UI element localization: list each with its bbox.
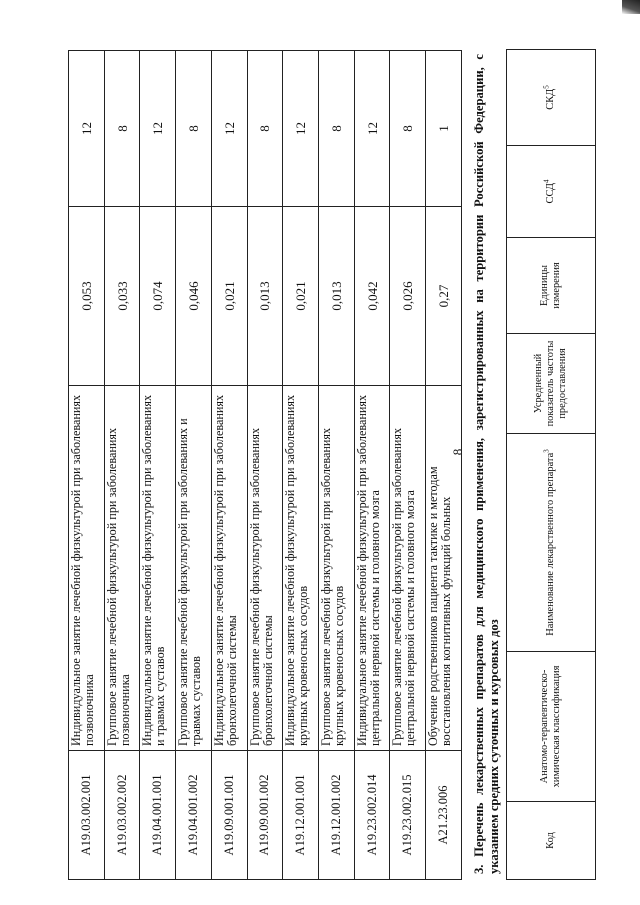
mult-cell: 8 xyxy=(390,51,426,207)
service-code-cell: A19.09.001.002 xyxy=(247,751,283,880)
table-row xyxy=(69,51,105,880)
header-ssd-footnote: 4 xyxy=(542,179,551,184)
mult-cell: 1 xyxy=(426,51,462,207)
service-code-cell: A19.23.002.015 xyxy=(390,751,426,880)
header-ssd xyxy=(507,146,596,238)
table-row xyxy=(104,51,140,880)
freq-cell: 0,021 xyxy=(283,207,319,386)
freq-cell: 0,033 xyxy=(104,207,140,386)
table-row xyxy=(354,51,390,880)
table-row xyxy=(247,51,283,880)
service-name-cell: Групповое занятие лечебной физкультурой при заболеваниях и травмах суставов xyxy=(176,386,212,751)
mult-cell: 8 xyxy=(176,51,212,207)
mult-cell: 12 xyxy=(354,51,390,207)
drugs-table xyxy=(506,49,596,880)
table-row xyxy=(140,51,176,880)
service-name-cell: Групповое занятие лечебной физкультурой при заболеваниях центральной нервной системы и головного мозга xyxy=(390,386,426,751)
service-code-cell: A19.12.001.002 xyxy=(319,751,355,880)
service-name-cell: Групповое занятие лечебной физкультурой при заболеваниях крупных кровеносных сосудов xyxy=(319,386,355,751)
header-drug-name xyxy=(507,434,596,652)
service-name-cell: Индивидуальное занятие лечебной физкультурой при заболеваниях и травмах суставов xyxy=(140,386,176,751)
mult-cell: 8 xyxy=(319,51,355,207)
mult-cell: 8 xyxy=(104,51,140,207)
section-3-heading: 3. Перечень лекарственных препаратов для медицинского применения, зарегистрированных на территории Российской Федерации, с указанием средних суточных и курсовых доз xyxy=(472,54,501,874)
service-code-cell: A19.03.002.001 xyxy=(69,751,105,880)
mult-cell: 12 xyxy=(140,51,176,207)
service-name-cell: Групповое занятие лечебной физкультурой при заболеваниях бронхолегочной системы xyxy=(247,386,283,751)
table-row xyxy=(211,51,247,880)
header-units: Единицы измерения xyxy=(507,238,596,334)
service-name-cell: Индивидуальное занятие лечебной физкультурой при заболеваниях позвоночника xyxy=(69,386,105,751)
table-row xyxy=(426,51,462,880)
scan-edge-mark xyxy=(622,0,640,14)
service-name-cell: Групповое занятие лечебной физкультурой при заболеваниях позвоночника xyxy=(104,386,140,751)
header-drug-name-text: Наименование лекарственного препарата xyxy=(545,452,556,636)
page-number: 8 xyxy=(450,448,465,456)
services-table-body xyxy=(69,51,462,880)
header-ssd-text: ССД xyxy=(545,183,556,204)
mult-cell: 12 xyxy=(69,51,105,207)
header-skd-footnote: 5 xyxy=(542,85,551,89)
table-row xyxy=(283,51,319,880)
service-code-cell: A19.03.002.002 xyxy=(104,751,140,880)
rotated-page-content xyxy=(68,40,598,880)
service-code-cell: A19.12.001.001 xyxy=(283,751,319,880)
service-code-cell: A19.04.001.001 xyxy=(140,751,176,880)
drugs-table-header-row xyxy=(507,50,596,880)
service-name-cell: Обучение родственников пациента тактике и методам восстановления когнитивных функций больных xyxy=(426,386,462,751)
freq-cell: 0,053 xyxy=(69,207,105,386)
service-code-cell: A21.23.006 xyxy=(426,751,462,880)
mult-cell: 12 xyxy=(211,51,247,207)
freq-cell: 0,046 xyxy=(176,207,212,386)
freq-cell: 0,013 xyxy=(247,207,283,386)
table-row xyxy=(176,51,212,880)
service-code-cell: A19.09.001.001 xyxy=(211,751,247,880)
service-name-cell: Индивидуальное занятие лечебной физкультурой при заболеваниях бронхолегочной системы xyxy=(211,386,247,751)
service-code-cell: A19.04.001.002 xyxy=(176,751,212,880)
services-table xyxy=(68,50,462,880)
service-name-cell: Индивидуальное занятие лечебной физкультурой при заболеваниях центральной нервной системы и головного мозга xyxy=(354,386,390,751)
header-frequency: Усредненный показатель частоты предоставления xyxy=(507,334,596,434)
header-code: Код xyxy=(507,802,596,880)
freq-cell: 0,074 xyxy=(140,207,176,386)
service-code-cell: A19.23.002.014 xyxy=(354,751,390,880)
header-atc: Анатомо-терапевтическо-химическая классификация xyxy=(507,652,596,802)
header-skd xyxy=(507,50,596,146)
freq-cell: 0,026 xyxy=(390,207,426,386)
table-row xyxy=(390,51,426,880)
header-skd-text: СКД xyxy=(545,88,556,110)
header-drug-name-footnote: 3 xyxy=(542,449,551,453)
freq-cell: 0,013 xyxy=(319,207,355,386)
freq-cell: 0,042 xyxy=(354,207,390,386)
freq-cell: 0,27 xyxy=(426,207,462,386)
mult-cell: 8 xyxy=(247,51,283,207)
table-row xyxy=(319,51,355,880)
service-name-cell: Индивидуальное занятие лечебной физкультурой при заболеваниях крупных кровеносных сосудов xyxy=(283,386,319,751)
freq-cell: 0,021 xyxy=(211,207,247,386)
mult-cell: 12 xyxy=(283,51,319,207)
